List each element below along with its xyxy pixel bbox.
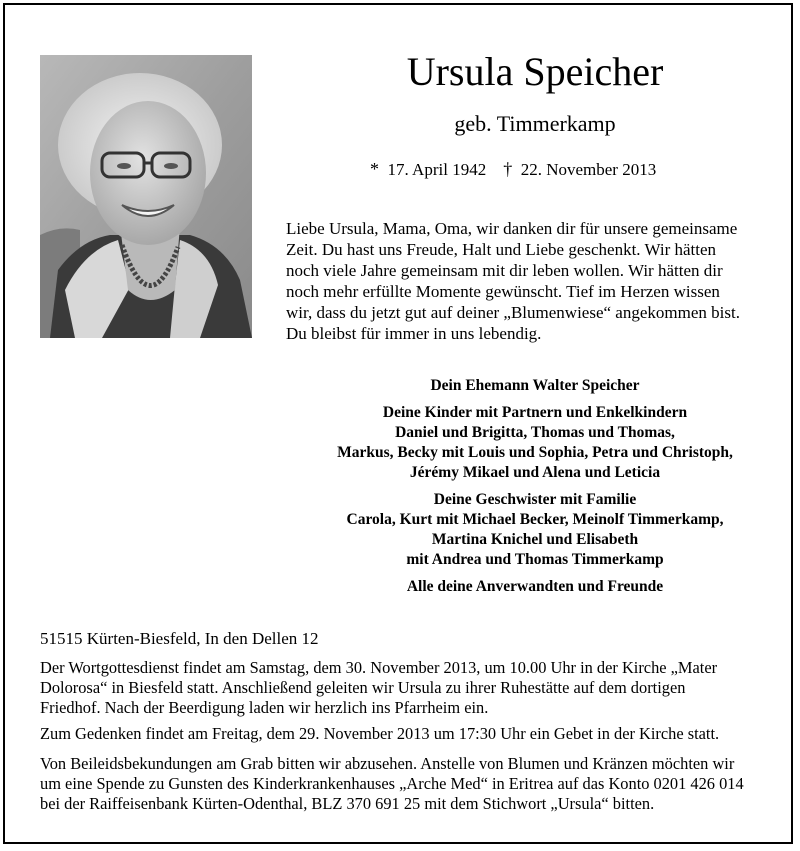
- mourner-line: Carola, Kurt mit Michael Becker, Meinolf Timmerkamp,: [346, 511, 724, 528]
- mourner-line: Daniel und Brigitta, Thomas und Thomas,: [395, 424, 675, 441]
- service-paragraph: [40, 658, 780, 718]
- service-line: Der Wortgottesdienst findet am Samstag, dem 30. November 2013, um 10.00 Uhr in der Kirche „Mater: [40, 658, 718, 677]
- mourner-group-spouse: [270, 376, 800, 396]
- mourner-line: Jérémy Mikael und Alena und Leticia: [409, 464, 661, 481]
- mourner-line: Alle deine Anverwandten und Freunde: [406, 578, 664, 595]
- mourner-line: mit Andrea und Thomas Timmerkamp: [406, 551, 664, 568]
- family-address: 51515 Kürten-Biesfeld, In den Dellen 12: [40, 629, 319, 648]
- mourner-line: Martina Knichel und Elisabeth: [431, 531, 639, 548]
- memorial-line: Zum Gedenken findet am Freitag, dem 29. November 2013 um 17:30 Uhr ein Gebet in der Kirche statt.: [40, 724, 720, 743]
- donation-line: Von Beileidsbekundungen am Grab bitten wir abzusehen. Anstelle von Blumen und Kränzen möchten wir: [40, 754, 735, 773]
- mourner-line: Dein Ehemann Walter Speicher: [430, 377, 640, 394]
- donation-paragraph: [40, 754, 780, 814]
- birth-date: 17. April 1942: [387, 160, 487, 179]
- mourner-group-relatives: [270, 577, 800, 597]
- mourner-line: Markus, Becky mit Louis und Sophia, Petra und Christoph,: [337, 444, 733, 461]
- life-dates: [370, 158, 656, 181]
- message-line: Du bleibst für immer in uns lebendig.: [286, 324, 542, 343]
- message-line: Zeit. Du hast uns Freude, Halt und Liebe geschenkt. Wir hätten: [286, 240, 717, 259]
- death-date: 22. November 2013: [520, 160, 657, 179]
- service-line: Dolorosa“ in Biesfeld statt. Anschließend geleiten wir Ursula zu ihrer Ruhestätte auf dem dortigen: [40, 678, 686, 697]
- birth-name: geb. Timmerkamp: [454, 111, 616, 136]
- deceased-name: Ursula Speicher: [406, 49, 664, 94]
- mourner-line: Deine Kinder mit Partnern und Enkelkindern: [382, 404, 688, 421]
- portrait-photo: [40, 55, 252, 338]
- mourner-group-siblings: [270, 490, 800, 570]
- donation-line: um eine Spende zu Gunsten des Kinderkrankenhauses „Arche Med“ in Eritrea auf das Konto 0201 426 014: [40, 774, 744, 793]
- mourner-line: Deine Geschwister mit Familie: [433, 491, 637, 508]
- message-line: wir, dass du jetzt gut auf deiner „Blumenwiese“ angekommen bist.: [286, 303, 740, 322]
- memorial-paragraph: [40, 724, 780, 744]
- donation-line: bei der Raiffeisenbank Kürten-Odenthal, BLZ 370 691 25 mit dem Stichwort „Ursula“ bitten.: [40, 794, 655, 813]
- service-line: Friedhof. Nach der Beerdigung laden wir herzlich ins Pfarrheim ein.: [40, 698, 489, 717]
- death-cross-icon: †: [503, 159, 513, 179]
- farewell-message: [286, 218, 776, 344]
- message-line: Liebe Ursula, Mama, Oma, wir danken dir für unsere gemeinsame: [286, 219, 738, 238]
- mourners-list: [270, 376, 800, 604]
- message-line: noch viele Jahre gemeinsam mit dir leben wollen. Wir hätten dir: [286, 261, 723, 280]
- birth-symbol: *: [370, 159, 379, 179]
- message-line: noch mehr erfüllte Momente gewünscht. Tief im Herzen wissen: [286, 282, 720, 301]
- mourner-group-children: [270, 403, 800, 483]
